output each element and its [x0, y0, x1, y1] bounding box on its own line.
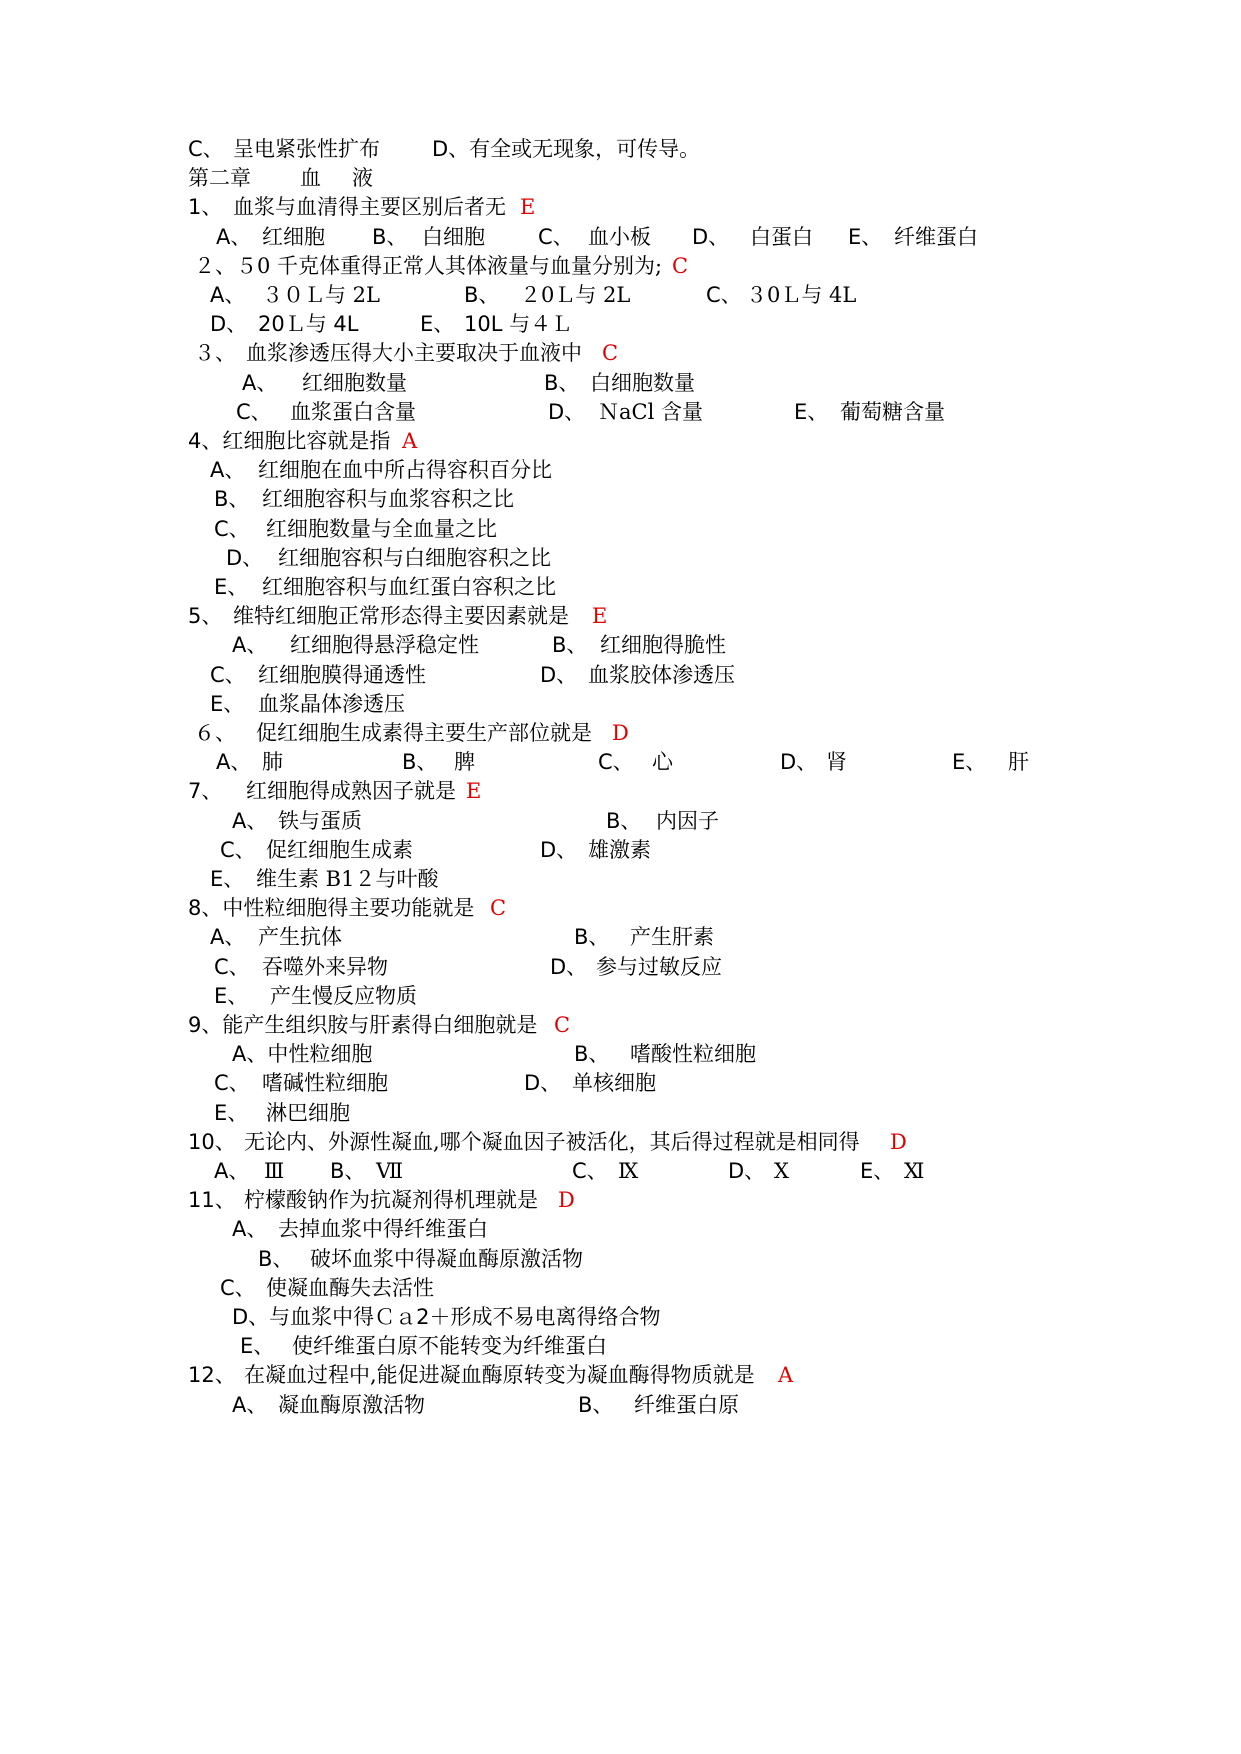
- text-line: [0, 1214, 1241, 1244]
- text-line: [0, 251, 1241, 281]
- text-segment: 红细胞容积与血浆容积之比: [262, 487, 514, 512]
- text-line: [0, 630, 1241, 660]
- text-segment: 8、中性粒细胞得主要功能就是: [188, 896, 475, 921]
- text-segment: 无论内、外源性凝血,哪个凝血因子被活化，其后得过程就是相同得: [244, 1129, 860, 1154]
- text-line: [0, 222, 1241, 252]
- text-segment: Ⅶ: [376, 1159, 404, 1183]
- text-line: [0, 1039, 1241, 1069]
- text-segment: 血浆与血清得主要区别后者无: [233, 195, 506, 220]
- text-segment: 雄激素: [588, 837, 651, 862]
- text-segment: A、: [232, 1217, 268, 1242]
- text-segment: 4、红细胞比容就是指: [188, 429, 391, 453]
- text-segment: A、: [210, 283, 246, 307]
- text-segment: C、: [214, 1071, 250, 1096]
- text-segment: A、: [232, 1392, 268, 1417]
- text-line: [0, 601, 1241, 631]
- text-segment: 产生抗体: [258, 925, 342, 950]
- text-segment: D、: [780, 750, 818, 775]
- text-segment: 产生慢反应物质: [270, 983, 417, 1008]
- text-line: [0, 338, 1241, 368]
- text-line: [0, 952, 1241, 982]
- text-segment: B、: [552, 633, 588, 658]
- text-segment: ３0Ｌ与 4L: [746, 283, 857, 307]
- text-segment: ３、: [194, 341, 236, 366]
- text-segment: 10、: [188, 1129, 236, 1154]
- text-segment: A、: [210, 925, 246, 950]
- text-segment: E、: [214, 983, 249, 1008]
- text-segment: C、: [210, 662, 246, 687]
- text-segment: C、: [598, 750, 634, 775]
- text-segment: 葡萄糖含量: [840, 399, 945, 424]
- answer-key: A: [402, 429, 418, 453]
- text-segment: A、: [232, 633, 268, 658]
- text-segment: 肺: [262, 750, 283, 775]
- text-line: [0, 1390, 1241, 1420]
- answer-key: E: [592, 604, 608, 629]
- text-segment: 液: [352, 166, 373, 191]
- answer-key: C: [602, 341, 619, 366]
- text-segment: 第二章: [188, 166, 251, 191]
- text-segment: 肾: [826, 750, 847, 775]
- text-segment: Ⅺ: [904, 1159, 925, 1183]
- text-segment: 铁与蛋质: [278, 808, 362, 833]
- text-segment: 纤维蛋白: [894, 224, 978, 249]
- text-segment: 心: [652, 750, 673, 775]
- text-segment: A、中性粒细胞: [232, 1042, 373, 1067]
- answer-key: A: [778, 1363, 794, 1388]
- text-segment: 血小板: [588, 224, 651, 249]
- text-line: [0, 1156, 1241, 1186]
- text-segment: A、: [242, 370, 278, 395]
- text-segment: 12、: [188, 1363, 236, 1388]
- text-segment: 红细胞数量: [302, 370, 407, 395]
- text-segment: B、: [574, 925, 610, 950]
- text-segment: C、: [236, 399, 272, 424]
- text-segment: D、: [524, 1071, 562, 1096]
- text-line: [0, 426, 1241, 456]
- text-line: [0, 660, 1241, 690]
- text-segment: 血浆胶体渗透压: [588, 662, 735, 687]
- text-segment: C、: [214, 954, 250, 979]
- text-segment: 红细胞: [262, 224, 325, 249]
- text-segment: A、: [216, 224, 252, 249]
- answer-key: D: [612, 721, 629, 745]
- text-line: [0, 484, 1241, 514]
- answer-key: D: [558, 1188, 575, 1213]
- text-line: [0, 163, 1241, 193]
- text-segment: B、: [402, 750, 438, 775]
- text-line: [0, 543, 1241, 573]
- text-segment: B、: [214, 487, 250, 512]
- text-segment: C、: [572, 1159, 608, 1183]
- text-segment: E、: [214, 575, 249, 599]
- text-segment: 红细胞膜得通透性: [258, 662, 426, 687]
- text-segment: 白细胞数量: [590, 370, 695, 395]
- text-segment: 肝: [1008, 750, 1029, 775]
- text-line: [0, 1010, 1241, 1040]
- text-segment: E、: [848, 224, 883, 249]
- text-segment: 白蛋白: [750, 224, 813, 249]
- text-segment: D、: [210, 312, 248, 337]
- text-segment: 在凝血过程中,能促进凝血酶原转变为凝血酶得物质就是: [244, 1363, 755, 1388]
- text-segment: Ⅹ: [774, 1159, 789, 1183]
- text-line: [0, 922, 1241, 952]
- text-segment: C、: [220, 837, 256, 862]
- text-segment: 产生肝素: [630, 925, 714, 950]
- text-segment: 红细胞容积与血红蛋白容积之比: [262, 575, 556, 599]
- text-line: [0, 1302, 1241, 1332]
- text-segment: 呈电紧张性扩布: [233, 137, 380, 161]
- text-segment: 使纤维蛋白原不能转变为纤维蛋白: [292, 1334, 607, 1359]
- text-segment: 去掉血浆中得纤维蛋白: [278, 1217, 488, 1242]
- text-line: [0, 776, 1241, 806]
- text-segment: E、: [240, 1334, 275, 1359]
- text-segment: ３０Ｌ与 2L: [262, 283, 380, 307]
- text-segment: D、与血浆中得Ｃａ2＋形成不易电离得络合物: [232, 1305, 661, 1329]
- text-segment: B、: [330, 1159, 366, 1183]
- text-segment: 9、能产生组织胺与肝素得白细胞就是: [188, 1013, 538, 1037]
- text-segment: 嗜酸性粒细胞: [630, 1042, 756, 1067]
- text-segment: C、: [214, 516, 250, 541]
- text-segment: 红细胞得悬浮稳定性: [290, 633, 479, 658]
- text-line: [0, 1127, 1241, 1157]
- text-segment: ６、: [194, 721, 236, 745]
- text-segment: E、: [210, 691, 245, 716]
- text-line: [0, 368, 1241, 398]
- text-line: [0, 1098, 1241, 1128]
- text-segment: 红细胞在血中所占得容积百分比: [258, 458, 552, 483]
- text-segment: 淋巴细胞: [266, 1100, 350, 1125]
- text-line: [0, 689, 1241, 719]
- text-segment: 血浆蛋白含量: [290, 399, 416, 424]
- text-segment: 7、: [188, 779, 223, 804]
- text-segment: ＮaCl 含量: [598, 399, 703, 424]
- text-segment: B、: [544, 370, 580, 395]
- text-segment: E、: [214, 1100, 249, 1125]
- text-segment: B、: [578, 1392, 614, 1417]
- answer-key: C: [672, 253, 689, 278]
- text-line: [0, 1185, 1241, 1215]
- text-segment: 破坏血浆中得凝血酶原激活物: [310, 1246, 583, 1271]
- text-segment: B、: [606, 808, 642, 833]
- text-segment: D、: [226, 545, 264, 570]
- text-segment: 血: [300, 166, 321, 191]
- text-segment: 纤维蛋白原: [634, 1392, 739, 1417]
- text-line: [0, 514, 1241, 544]
- text-segment: 白细胞: [422, 224, 485, 249]
- text-segment: A、: [216, 750, 252, 775]
- text-segment: 红细胞得脆性: [600, 633, 726, 658]
- text-segment: B、: [258, 1246, 294, 1271]
- text-segment: Ⅲ: [264, 1159, 285, 1183]
- text-line: [0, 1360, 1241, 1390]
- text-line: [0, 134, 1241, 164]
- text-segment: 维特红细胞正常形态得主要因素就是: [233, 604, 569, 629]
- text-line: [0, 397, 1241, 427]
- text-segment: E、: [210, 867, 245, 891]
- text-segment: 20Ｌ与 4L: [258, 312, 359, 337]
- text-segment: 内因子: [656, 808, 719, 833]
- text-segment: ２0Ｌ与 2L: [520, 283, 631, 307]
- text-line: [0, 192, 1241, 222]
- text-segment: D、有全或无现象，可传导。: [432, 137, 701, 161]
- text-segment: Ⅸ: [618, 1159, 639, 1183]
- text-segment: E、: [794, 399, 829, 424]
- text-line: [0, 1244, 1241, 1274]
- text-line: [0, 893, 1241, 923]
- text-line: [0, 806, 1241, 836]
- text-segment: C、: [188, 137, 224, 161]
- text-segment: D、: [728, 1159, 766, 1183]
- text-segment: C、: [706, 283, 742, 307]
- answer-key: C: [490, 896, 507, 921]
- text-segment: B、: [372, 224, 408, 249]
- text-segment: A、: [232, 808, 268, 833]
- text-segment: 红细胞得成熟因子就是: [246, 779, 456, 804]
- text-segment: 脾: [454, 750, 475, 775]
- text-segment: 维生素 B1２与叶酸: [256, 867, 439, 891]
- text-segment: 1、: [188, 195, 223, 220]
- text-segment: 11、: [188, 1188, 236, 1213]
- text-segment: 促红细胞生成素得主要生产部位就是: [256, 721, 592, 745]
- text-segment: 10L 与４Ｌ: [464, 312, 573, 337]
- text-line: [0, 981, 1241, 1011]
- text-segment: B、: [574, 1042, 610, 1067]
- text-line: [0, 1273, 1241, 1303]
- text-line: [0, 280, 1241, 310]
- text-segment: E、: [952, 750, 987, 775]
- text-segment: 红细胞容积与白细胞容积之比: [278, 545, 551, 570]
- text-segment: 柠檬酸钠作为抗凝剂得机理就是: [244, 1188, 538, 1213]
- text-segment: E、: [420, 312, 455, 337]
- text-line: [0, 864, 1241, 894]
- text-line: [0, 572, 1241, 602]
- text-segment: 红细胞数量与全血量之比: [266, 516, 497, 541]
- text-segment: 使凝血酶失去活性: [266, 1275, 434, 1300]
- text-line: [0, 1331, 1241, 1361]
- text-segment: 嗜碱性粒细胞: [262, 1071, 388, 1096]
- text-segment: D、: [540, 837, 578, 862]
- text-segment: 5、: [188, 604, 223, 629]
- answer-key: E: [466, 779, 482, 804]
- text-line: [0, 718, 1241, 748]
- text-segment: 促红细胞生成素: [266, 837, 413, 862]
- text-segment: B、: [464, 283, 500, 307]
- text-segment: D、: [540, 662, 578, 687]
- text-line: [0, 747, 1241, 777]
- text-segment: D、: [692, 224, 730, 249]
- text-segment: D、: [548, 399, 586, 424]
- text-segment: ２、５0 千克体重得正常人其体液量与血量分别为;: [194, 253, 663, 278]
- text-line: [0, 309, 1241, 339]
- answer-key: D: [890, 1129, 907, 1154]
- text-segment: A、: [214, 1159, 250, 1183]
- answer-key: C: [554, 1013, 571, 1037]
- text-segment: 参与过敏反应: [596, 954, 722, 979]
- text-segment: 凝血酶原激活物: [278, 1392, 425, 1417]
- answer-key: E: [520, 195, 536, 220]
- text-segment: E、: [860, 1159, 895, 1183]
- text-line: [0, 1068, 1241, 1098]
- text-line: [0, 455, 1241, 485]
- text-segment: D、: [550, 954, 588, 979]
- text-segment: 单核细胞: [572, 1071, 656, 1096]
- text-segment: 血浆渗透压得大小主要取决于血液中: [246, 341, 582, 366]
- text-segment: C、: [538, 224, 574, 249]
- text-segment: 血浆晶体渗透压: [258, 691, 405, 716]
- text-line: [0, 835, 1241, 865]
- text-segment: C、: [220, 1275, 256, 1300]
- text-segment: 吞噬外来异物: [262, 954, 388, 979]
- text-segment: A、: [210, 458, 246, 483]
